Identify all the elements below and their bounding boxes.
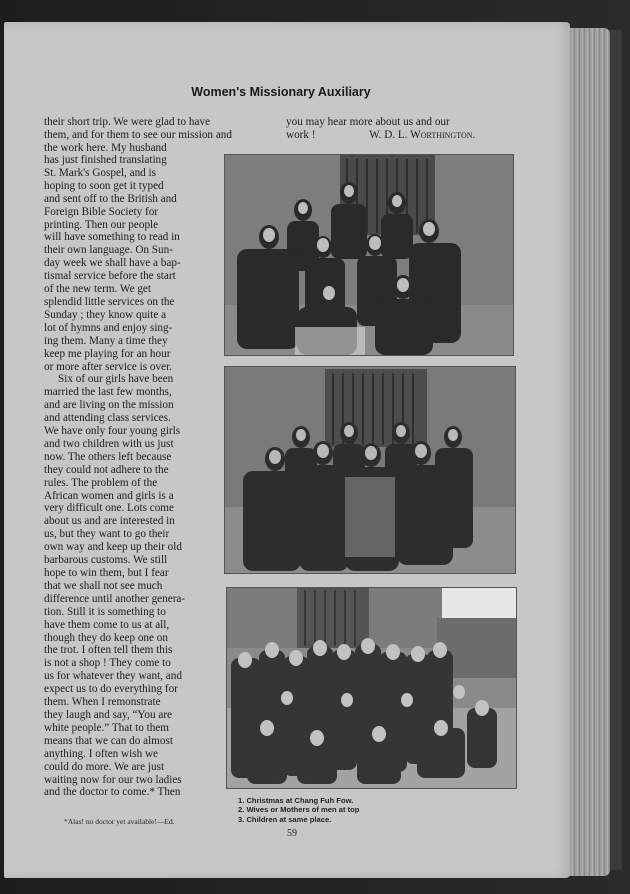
body-column — [44, 154, 214, 799]
paragraph1-line: splendid little services on the — [44, 295, 175, 308]
paragraph2-line: us for whatever they want, and — [44, 670, 182, 683]
intro-right — [286, 116, 512, 142]
paragraph2-line: and attending class services. — [44, 412, 171, 425]
paragraph2-line: white people.” That to them — [44, 721, 169, 734]
paragraph2-line: and are living on the mission — [44, 399, 174, 412]
intro-left-line-2: them, and for them to see our mission and — [44, 128, 232, 141]
photo-3-image — [227, 588, 516, 788]
photo-2-image — [225, 367, 515, 573]
paragraph2-line: that we shall not see much — [44, 579, 163, 592]
paragraph1-line: day week we shall have a bap- — [44, 257, 181, 270]
paragraph2-line: very difficult one. Lots come — [44, 502, 174, 515]
caption-1: 1. Christmas at Chang Fuh Fow. — [238, 796, 354, 805]
paragraph2-line: expect us to do everything for — [44, 683, 178, 696]
book-spine — [608, 30, 622, 870]
paragraph2-line: have them come to us at all, — [44, 618, 170, 631]
paragraph1-line: printing. Then our people — [44, 218, 159, 231]
paragraph1-line: ing them. Many a time they — [44, 334, 168, 347]
paragraph2-line: us, but they want to go their — [44, 528, 170, 541]
paragraph2-line: hope to win them, but I fear — [44, 567, 169, 579]
paragraph2-line: and the doctor to come.* Then — [44, 786, 181, 799]
paragraph1-line: their own language. On Sun- — [44, 244, 173, 257]
caption-2: 2. Wives or Mothers of men at top — [238, 805, 360, 815]
intro-left — [44, 116, 270, 155]
paragraph2-line: them. When I remonstrate — [44, 696, 161, 709]
page-edges — [566, 28, 610, 876]
paragraph1-line: of the new term. We get — [44, 283, 152, 296]
photo-wives-mothers — [224, 366, 516, 574]
photo-captions — [238, 796, 498, 824]
paragraph1-line: and sent off to the British and — [44, 192, 177, 205]
paragraph1-line: Sunday ; they know quite a — [44, 308, 167, 321]
paragraph2-line: married the last few months, — [44, 386, 172, 399]
paragraph2-line: now. The others left because — [44, 450, 172, 463]
paragraph1-line: or more after service is over. — [44, 360, 172, 373]
photo-christmas-group — [224, 154, 514, 356]
page-title: Women's Missionary Auxiliary — [191, 85, 371, 99]
paragraph2-line: the trot. I often tell them this — [44, 644, 173, 657]
paragraph2-line: barbarous customs. We still — [44, 554, 168, 567]
paragraph2-line: difference until another genera- — [44, 592, 186, 605]
paragraph2-line: could do more. We are just — [44, 760, 165, 773]
page-number: 59 — [287, 828, 297, 839]
intro-left-line-3: the work here. My husband — [44, 141, 167, 154]
paragraph1-line: Foreign Bible Society for — [44, 205, 159, 218]
caption-3: 3. Children at same place. — [238, 814, 332, 824]
photo-1-image — [225, 155, 513, 355]
paragraph2-line: Six of our girls have been — [58, 373, 174, 386]
paragraph1-line: has just finished translating — [44, 154, 167, 166]
paragraph2-line: though they do keep one on — [44, 631, 168, 644]
intro-left-line-1: their short trip. We were glad to have — [44, 116, 211, 128]
paragraph1-line: St. Mark's Gospel, and is — [44, 166, 157, 179]
paragraph-2 — [44, 373, 214, 799]
paragraph1-line: will have something to read in — [44, 231, 180, 244]
paragraph2-line: is not a shop ! They come to — [44, 657, 171, 670]
paragraph2-line: own way and keep up their old — [44, 541, 182, 554]
intro-right-line-1: you may hear more about us and our — [286, 116, 450, 128]
paragraph2-line: African women and girls is a — [44, 489, 174, 502]
paragraph2-line: tion. Still it is something to — [44, 605, 166, 618]
paragraph2-line: and two children with us just — [44, 437, 174, 450]
footnote: *Alas! no doctor yet available!—Ed. — [64, 817, 175, 826]
paragraph1-line: keep me playing for an hour — [44, 347, 171, 360]
intro-right-work: work ! — [286, 128, 316, 141]
paragraph2-line: waiting now for our two ladies — [44, 773, 182, 786]
paragraph1-line: lot of hymns and enjoy sing- — [44, 321, 173, 334]
intro-right-line-2 — [286, 129, 512, 142]
paragraph2-line: anything. I often wish we — [44, 747, 159, 760]
paragraph-1 — [44, 154, 214, 373]
paragraph1-line: hoping to soon get it typed — [44, 179, 164, 192]
signature: W. D. L. Worthington. — [369, 128, 476, 141]
paragraph2-line: they laugh and say, “You are — [44, 708, 173, 721]
paragraph2-line: they could not adhere to the — [44, 463, 169, 476]
photo-children — [226, 587, 517, 789]
paragraph2-line: We have only four young girls — [44, 425, 181, 438]
paragraph1-line: tismal service before the start — [44, 270, 176, 283]
paragraph2-line: rules. The problem of the — [44, 476, 158, 489]
paragraph2-line: means that we can do almost — [44, 734, 173, 747]
paragraph2-line: about us and are interested in — [44, 515, 175, 528]
